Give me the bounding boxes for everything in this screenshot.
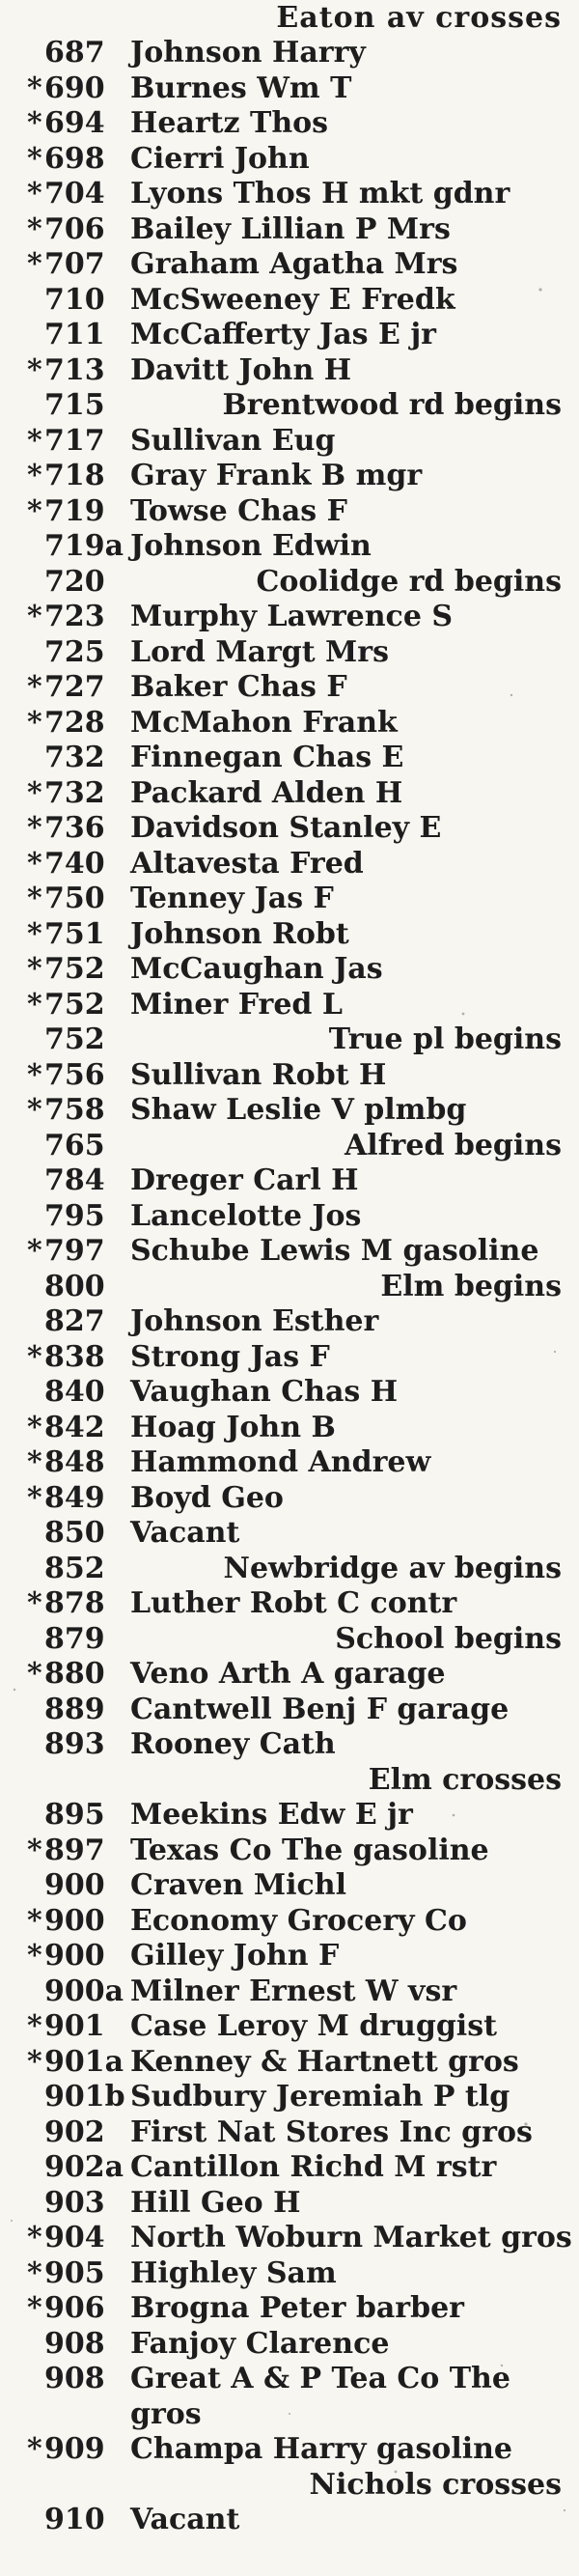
entry-list (0, 36, 579, 2538)
resident-star-marker: * (27, 2009, 42, 2043)
house-number: 895 (44, 1798, 105, 1832)
occupant-name: Lord Margt Mrs (130, 634, 389, 669)
occupant-name: gros (130, 2396, 202, 2431)
cross-street-label: Coolidge rd begins (256, 564, 562, 599)
house-number: 900 (44, 1903, 105, 1938)
house-number: 905 (44, 2255, 105, 2290)
resident-star-marker: * (27, 2255, 42, 2290)
occupant-name: Johnson Robt (130, 916, 349, 951)
resident-star-marker: * (27, 1057, 42, 1092)
directory-row (0, 1868, 579, 1904)
directory-row (0, 1163, 579, 1199)
resident-star-marker: * (27, 177, 42, 210)
house-number: 690 (44, 70, 105, 105)
house-number: 849 (44, 1480, 105, 1515)
house-number: 711 (44, 318, 105, 351)
house-number: 901 (44, 2009, 105, 2043)
occupant-name: Kenney & Hartnett gros (130, 2044, 519, 2079)
directory-row (0, 2009, 579, 2045)
directory-row (0, 1375, 579, 1411)
cross-street-label: Newbridge av begins (223, 1551, 562, 1585)
resident-star-marker: * (27, 459, 42, 492)
directory-row (0, 1834, 579, 1869)
house-number: 901b (44, 2080, 125, 2114)
occupant-name: Sudbury Jeremiah P tlg (130, 2080, 510, 2114)
cross-street-row (0, 1129, 579, 1164)
occupant-name: Packard Alden H (130, 775, 403, 810)
occupant-name: Cantillon Richd M rstr (130, 2150, 497, 2184)
resident-star-marker: * (27, 141, 42, 176)
directory-row (0, 776, 579, 812)
resident-star-marker: * (27, 1234, 42, 1268)
directory-row (0, 2397, 579, 2433)
occupant-name: Strong Jas F (130, 1339, 330, 1374)
cross-street-row (0, 1270, 579, 1305)
house-number: 902 (44, 2114, 105, 2149)
cross-street-header: Eaton av crosses (276, 1, 562, 35)
directory-row (0, 2256, 579, 2292)
occupant-name: McCaughan Jas (130, 952, 383, 986)
occupant-name: Johnson Harry (130, 36, 366, 70)
occupant-name: Vaughan Chas H (130, 1375, 399, 1409)
resident-star-marker: * (27, 211, 42, 246)
resident-star-marker: * (27, 952, 42, 986)
occupant-name: Boyd Geo (130, 1480, 284, 1515)
directory-row (0, 494, 579, 530)
directory-row (0, 318, 579, 353)
occupant-name: Fanjoy Clarence (130, 2326, 390, 2361)
house-number: 902a (44, 2150, 124, 2184)
house-number: 704 (44, 177, 105, 210)
house-number: 893 (44, 1727, 105, 1761)
resident-star-marker: * (27, 1939, 42, 1973)
directory-row (0, 670, 579, 706)
house-number: 725 (44, 634, 105, 669)
occupant-name: Finnegan Chas E (130, 741, 404, 774)
house-number: 827 (44, 1304, 105, 1338)
occupant-name: Meekins Edw E jr (130, 1798, 413, 1832)
house-number: 900 (44, 1868, 105, 1902)
directory-row (0, 1481, 579, 1517)
house-number: 727 (44, 670, 105, 704)
occupant-name: Rooney Cath (130, 1727, 336, 1761)
occupant-name: Sullivan Robt H (130, 1057, 387, 1092)
resident-star-marker: * (27, 423, 42, 458)
directory-row (0, 142, 579, 178)
resident-star-marker: * (27, 2291, 42, 2325)
occupant-name: Hill Geo H (130, 2185, 301, 2220)
house-number: 713 (44, 352, 105, 387)
resident-star-marker: * (27, 1480, 42, 1515)
resident-star-marker: * (27, 882, 42, 915)
resident-star-marker: * (27, 352, 42, 387)
house-number: 908 (44, 2362, 105, 2395)
cross-street-row (0, 388, 579, 424)
occupant-name: First Nat Stores Inc gros (130, 2114, 533, 2149)
house-number: 719 (44, 493, 105, 528)
occupant-name: Cierri John (130, 141, 310, 176)
occupant-name: Texas Co The gasoline (130, 1833, 489, 1867)
cross-street-label: Elm begins (380, 1269, 562, 1303)
house-number: 897 (44, 1833, 105, 1867)
house-number: 687 (44, 36, 105, 70)
cross-street-label: Elm crosses (368, 1762, 562, 1797)
directory-row (0, 1058, 579, 1094)
directory-row (0, 247, 579, 283)
house-number: 723 (44, 600, 105, 633)
resident-star-marker: * (27, 1657, 42, 1691)
directory-row (0, 106, 579, 142)
directory-row (0, 917, 579, 953)
occupant-name: Sullivan Eug (130, 423, 336, 458)
house-number: 878 (44, 1586, 105, 1620)
house-number: 903 (44, 2185, 105, 2220)
directory-row (0, 2291, 579, 2327)
directory-row (0, 2327, 579, 2363)
resident-star-marker: * (27, 1339, 42, 1374)
occupant-name: Highley Sam (130, 2255, 337, 2290)
resident-star-marker: * (27, 775, 42, 810)
directory-row (0, 71, 579, 107)
directory-row (0, 1516, 579, 1552)
directory-row (0, 353, 579, 389)
cross-street-label: School begins (335, 1621, 562, 1656)
resident-star-marker: * (27, 247, 42, 281)
directory-row (0, 1693, 579, 1728)
resident-star-marker: * (27, 916, 42, 951)
resident-star-marker: * (27, 1833, 42, 1867)
directory-row (0, 2186, 579, 2222)
house-number: 850 (44, 1516, 105, 1550)
house-number: 751 (44, 916, 105, 951)
occupant-name: Graham Agatha Mrs (130, 247, 458, 281)
cross-street-label: Brentwood rd begins (222, 388, 562, 422)
house-number: 736 (44, 811, 105, 845)
directory-row (0, 706, 579, 742)
cross-street-row (0, 1622, 579, 1658)
resident-star-marker: * (27, 1903, 42, 1938)
house-number: 910 (44, 2503, 105, 2536)
occupant-name: Craven Michl (130, 1868, 346, 1902)
resident-star-marker: * (27, 70, 42, 105)
occupant-name: Great A & P Tea Co The (130, 2362, 510, 2395)
directory-row (0, 1199, 579, 1235)
resident-star-marker: * (27, 811, 42, 845)
directory-row (0, 1586, 579, 1622)
occupant-name: Lyons Thos H mkt gdnr (130, 177, 510, 210)
directory-row (0, 1939, 579, 1974)
house-number: 904 (44, 2221, 105, 2254)
cross-street-row (0, 2468, 579, 2504)
occupant-name: Cantwell Benj F garage (130, 1692, 510, 1726)
house-number: 718 (44, 459, 105, 492)
occupant-name: Shaw Leslie V plmbg (130, 1093, 467, 1127)
occupant-name: Vacant (130, 2503, 240, 2536)
directory-row (0, 882, 579, 917)
cross-street-row (0, 565, 579, 601)
house-number: 752 (44, 987, 105, 1022)
occupant-name: Milner Ernest W vsr (130, 1974, 457, 2008)
occupant-name: Veno Arth A garage (130, 1657, 446, 1691)
resident-star-marker: * (27, 987, 42, 1022)
house-number: 720 (44, 564, 105, 599)
occupant-name: Champa Harry gasoline (130, 2432, 513, 2466)
cross-street-label: Nichols crosses (309, 2467, 562, 2502)
house-number: 901a (44, 2044, 124, 2079)
directory-row (0, 2150, 579, 2186)
directory-row (0, 36, 579, 71)
occupant-name: McCafferty Jas E jr (130, 318, 436, 351)
house-number: 900 (44, 1939, 105, 1973)
directory-row (0, 988, 579, 1023)
directory-row (0, 2503, 579, 2538)
directory-row (0, 2362, 579, 2397)
occupant-name: Heartz Thos (130, 106, 329, 140)
directory-row (0, 529, 579, 565)
occupant-name: Hammond Andrew (130, 1445, 431, 1479)
house-number: 908 (44, 2326, 105, 2361)
occupant-name: Case Leroy M druggist (130, 2009, 497, 2043)
occupant-name: Dreger Carl H (130, 1163, 359, 1197)
house-number: 756 (44, 1057, 105, 1092)
directory-row (0, 212, 579, 248)
resident-star-marker: * (27, 2221, 42, 2254)
directory-row (0, 2221, 579, 2256)
directory-row (0, 1657, 579, 1693)
house-number: 717 (44, 423, 105, 458)
directory-row (0, 635, 579, 671)
house-number: 909 (44, 2432, 105, 2466)
directory-row (0, 952, 579, 988)
house-number: 879 (44, 1621, 105, 1656)
cross-street-row (0, 1552, 579, 1587)
house-number: 715 (44, 388, 105, 422)
resident-star-marker: * (27, 1093, 42, 1127)
occupant-name: Johnson Esther (130, 1304, 379, 1338)
house-number: 889 (44, 1692, 105, 1726)
occupant-name: Brogna Peter barber (130, 2291, 464, 2325)
resident-star-marker: * (27, 1410, 42, 1444)
occupant-name: Economy Grocery Co (130, 1903, 467, 1938)
occupant-name: Towse Chas F (130, 493, 347, 528)
cross-street-row (0, 1763, 579, 1799)
resident-star-marker: * (27, 1586, 42, 1620)
cross-street-row (0, 1022, 579, 1058)
directory-row (0, 1093, 579, 1129)
occupant-name: Bailey Lillian P Mrs (130, 211, 451, 246)
house-number: 765 (44, 1128, 105, 1162)
occupant-name: McMahon Frank (130, 705, 398, 740)
directory-row (0, 1974, 579, 2010)
directory-row (0, 177, 579, 212)
house-number: 797 (44, 1234, 105, 1268)
house-number: 880 (44, 1657, 105, 1691)
resident-star-marker: * (27, 2044, 42, 2079)
directory-row (0, 2115, 579, 2151)
house-number: 752 (44, 1022, 105, 1056)
house-number: 694 (44, 106, 105, 140)
directory-row (0, 847, 579, 882)
occupant-name: Gilley John F (130, 1939, 340, 1973)
directory-row (0, 1234, 579, 1270)
house-number: 710 (44, 282, 105, 317)
cross-street-label: True pl begins (328, 1022, 562, 1056)
directory-row (0, 1304, 579, 1340)
house-number: 842 (44, 1410, 105, 1444)
occupant-name: Altavesta Fred (130, 846, 364, 881)
occupant-name: Vacant (130, 1516, 240, 1550)
occupant-name: Davidson Stanley E (130, 811, 442, 845)
directory-row (0, 1798, 579, 1834)
house-number: 740 (44, 846, 105, 881)
directory-row (0, 2045, 579, 2081)
house-number: 840 (44, 1375, 105, 1409)
house-number: 852 (44, 1551, 105, 1585)
occupant-name: Schube Lewis M gasoline (130, 1234, 539, 1268)
resident-star-marker: * (27, 670, 42, 704)
directory-row (0, 1411, 579, 1446)
occupant-name: Gray Frank B mgr (130, 459, 423, 492)
resident-star-marker: * (27, 106, 42, 140)
directory-row (0, 2080, 579, 2115)
occupant-name: Johnson Edwin (130, 529, 372, 563)
house-number: 698 (44, 141, 105, 176)
directory-row (0, 283, 579, 319)
resident-star-marker: * (27, 600, 42, 633)
resident-star-marker: * (27, 705, 42, 740)
directory-row (0, 1340, 579, 1376)
house-number: 906 (44, 2291, 105, 2325)
directory-row (0, 1904, 579, 1940)
occupant-name: Baker Chas F (130, 670, 347, 704)
occupant-name: Murphy Lawrence S (130, 600, 454, 633)
occupant-name: Davitt John H (130, 352, 352, 387)
occupant-name: Tenney Jas F (130, 882, 334, 915)
occupant-name: Burnes Wm T (130, 70, 352, 105)
house-number: 800 (44, 1269, 105, 1303)
house-number: 732 (44, 741, 105, 774)
occupant-name: Hoag John B (130, 1410, 336, 1444)
directory-row (0, 459, 579, 494)
resident-star-marker: * (27, 846, 42, 881)
resident-star-marker: * (27, 493, 42, 528)
directory-row (0, 1445, 579, 1481)
occupant-name: Miner Fred L (130, 987, 343, 1022)
cross-street-label: Alfred begins (344, 1128, 562, 1162)
house-number: 838 (44, 1339, 105, 1374)
house-number: 758 (44, 1093, 105, 1127)
house-number: 707 (44, 247, 105, 281)
house-number: 728 (44, 705, 105, 740)
occupant-name: McSweeney E Fredk (130, 282, 455, 317)
occupant-name: North Woburn Market gros (130, 2221, 572, 2254)
house-number: 750 (44, 882, 105, 915)
occupant-name: Lancelotte Jos (130, 1198, 362, 1233)
house-number: 752 (44, 952, 105, 986)
house-number: 795 (44, 1198, 105, 1233)
house-number: 848 (44, 1445, 105, 1479)
directory-row (0, 811, 579, 847)
occupant-name: Luther Robt C contr (130, 1586, 457, 1620)
house-number: 784 (44, 1163, 105, 1197)
directory-row (0, 1727, 579, 1763)
directory-row (0, 741, 579, 776)
house-number: 732 (44, 775, 105, 810)
resident-star-marker: * (27, 1445, 42, 1479)
resident-star-marker: * (27, 2432, 42, 2466)
directory-row (0, 424, 579, 460)
directory-row (0, 2432, 579, 2468)
house-number: 900a (44, 1974, 124, 2008)
house-number: 706 (44, 211, 105, 246)
directory-row (0, 600, 579, 635)
house-number: 719a (44, 529, 124, 563)
